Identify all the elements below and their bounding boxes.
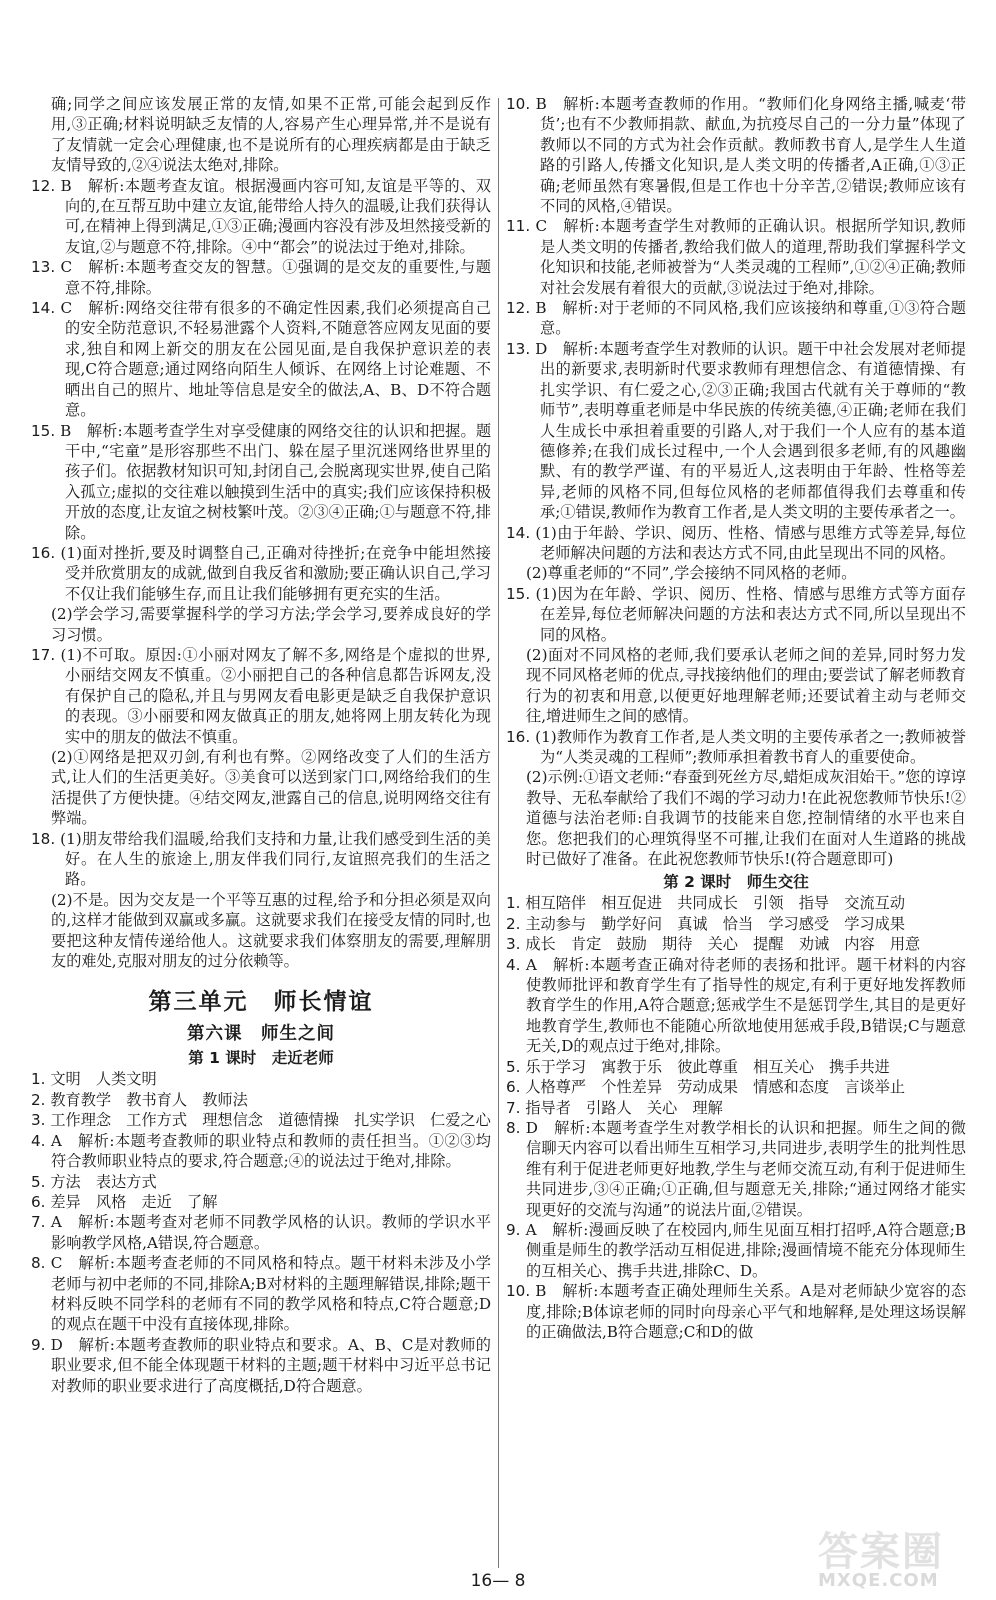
item-number: 7. bbox=[506, 1098, 526, 1117]
answer-item bbox=[506, 1098, 966, 1118]
answer-item bbox=[31, 645, 491, 747]
item-number: 13. bbox=[506, 339, 536, 358]
item-text: 工作理念 工作方式 理想信念 道德情操 扎实学识 仁爱之心 bbox=[50, 1111, 491, 1130]
item-number: 14. bbox=[506, 523, 536, 542]
answer-item bbox=[506, 893, 966, 913]
answer-item bbox=[506, 645, 966, 727]
item-text: B 解析:本题考查教师的作用。“教师们化身网络主播,喊麦‘带货’;也有不少教师捐款、献血,为抗疫尽自己的一分力量”体现了教师以不同的方式为社会作贡献。教师教书育人,是学生人生道路的引路人,传播文化知识,是人类文明的传播者,A正确,①③正确;老师虽然有寒暑假,但是工作也十分辛苦,②错误;教师应该有不同的风格,④错误。 bbox=[535, 95, 967, 216]
item-text: (2)学会学习,需要掌握科学的学习方法;学会学习,要养成良好的学习习惯。 bbox=[51, 605, 491, 644]
item-number: 14. bbox=[31, 299, 61, 318]
item-text: (1)由于年龄、学识、阅历、性格、情感与思维方式等差异,每位老师解决问题的方法和表达方式不同,由此呈现出不同的风格。 bbox=[535, 523, 967, 562]
item-number: 6. bbox=[506, 1078, 526, 1097]
item-number: 16. bbox=[506, 727, 536, 746]
answer-item bbox=[506, 298, 966, 339]
answer-item bbox=[31, 604, 491, 645]
item-text: 人格尊严 个性差异 劳动成果 情感和态度 言谈举止 bbox=[525, 1078, 906, 1097]
answer-item bbox=[506, 216, 966, 298]
item-text: B 解析:本题考查正确处理师生关系。A是对老师缺少宽容的态度,排除;B体谅老师的同时向母亲心平气和地解释,是处理这场误解的正确做法,B符合题意;C和D的做 bbox=[526, 1282, 967, 1341]
answer-item bbox=[31, 1253, 491, 1335]
page-number: 16— 8 bbox=[470, 1571, 526, 1591]
item-text: A 解析:本题考查教师的职业特点和教师的责任担当。①②③均符合教师职业特点的要求,符合题意;④的说法过于绝对,排除。 bbox=[50, 1131, 491, 1171]
answer-item bbox=[506, 563, 966, 583]
item-text: (1)教师作为教育工作者,是人类文明的主要传承者之一;教师被誉为“人类灵魂的工程师”;教师承担着教书育人的重要使命。 bbox=[535, 727, 966, 766]
item-number: 9. bbox=[31, 1335, 51, 1354]
left-column bbox=[31, 94, 491, 1396]
item-text: D 解析:本题考查学生对教师的认识。题干中社会发展对老师提出的新要求,表明新时代要求教师有理想信念、有道德情操、有扎实学识、有仁爱之心,②③正确;我国古代就有关于尊师的“教师节”,表明尊重老师是中华民族的传统美德,④正确;老师在我们人生成长中承担着重要的引路人,对于我们一个人应有的基本道德修养;在我们成长过程中,一个人会遇到很多老师,有的风趣幽默、有的教学严谨、有的平易近人,这表明由于年龄、性格等差异,老师的风格不同,但每位风格的老师都值得我们去尊重和传承;①错误,教师作为教育工作者,是人类文明的主要传承者之一。 bbox=[535, 339, 966, 522]
item-number: 5. bbox=[31, 1172, 51, 1191]
item-text: 方法 表达方式 bbox=[50, 1172, 157, 1191]
item-text: B 解析:对于老师的不同风格,我们应该接纳和尊重,①③符合题意。 bbox=[535, 299, 966, 338]
answer-item bbox=[31, 1335, 491, 1396]
right-column bbox=[506, 94, 966, 1342]
answer-list-period-1 bbox=[31, 1069, 491, 1396]
item-text: C 解析:网络交往带有很多的不确定性因素,我们必须提高自己的安全防范意识,不轻易泄露个人资料,不随意答应网友见面的要求,独自和网上新交的朋友在公园见面,是自我保护意识差的表现,C符合题意;通过网络向陌生人倾诉、在网络上讨论难题、不晒出自己的照片、地址等信息是安全的做法,A、B、D不符合题意。 bbox=[60, 299, 491, 420]
answer-item bbox=[31, 1110, 491, 1130]
item-text: A 解析:本题考查对老师不同教学风格的认识。教师的学识水平影响教学风格,A错误,符合题意。 bbox=[50, 1213, 491, 1252]
answer-item bbox=[506, 1281, 966, 1342]
item-number: 10. bbox=[506, 1282, 536, 1301]
item-text: 确;同学之间应该发展正常的友情,如果不正常,可能会起到反作用,③正确;材料说明缺乏友情的人,容易产生心理异常,并不是说有了友情就一定会心理健康,也不是说所有的心理疾病都是由于缺乏友情导致的,②④说法太绝对,排除。 bbox=[51, 95, 491, 175]
item-text: (1)面对挫折,要及时调整自己,正确对待挫折;在竞争中能坦然接受并欣赏朋友的成就,做到自我反省和激励;要正确认识自己,学习不仅让我们能够生存,而且让我们能够拥有更充实的生活。 bbox=[60, 543, 491, 603]
answer-item bbox=[31, 421, 491, 543]
item-text: (2)面对不同风格的老师,我们要承认老师之间的差异,同时努力发现不同风格老师的优点,寻找接纳他们的理由;要尝试了解老师教育行为的初衷和用意,以便更好地理解老师;还要试着主动与老师交往,增进师生之间的感情。 bbox=[526, 645, 966, 726]
item-number: 3. bbox=[506, 935, 526, 954]
period-1-heading: 第 1 课时 走近老师 bbox=[188, 1049, 334, 1068]
answer-item bbox=[31, 94, 491, 176]
answer-item bbox=[31, 1172, 491, 1192]
item-text: (2)示例:①语文老师:“春蚕到死丝方尽,蜡炬成灰泪始干。”您的谆谆教导、无私奉献给了我们不竭的学习动力!在此祝您教师节快乐!②道德与法治老师:自我调节的技能来自您,控制情绪的水平也来自您。您把我们的心理筑得坚不可摧,让我们在面对人生道路的挑战时已做好了准备。在此祝您教师节快乐!(符合题意即可) bbox=[526, 768, 966, 869]
item-number: 7. bbox=[31, 1213, 51, 1232]
item-text: 主动参与 勤学好问 真诚 恰当 学习感受 学习成果 bbox=[525, 914, 906, 933]
item-text: 教育教学 教书育人 教师法 bbox=[50, 1090, 248, 1109]
answer-item bbox=[31, 890, 491, 972]
item-number: 15. bbox=[31, 421, 61, 440]
item-number: 6. bbox=[31, 1192, 51, 1211]
item-number: 8. bbox=[506, 1118, 526, 1137]
item-number: 1. bbox=[31, 1070, 51, 1089]
item-text: 差异 风格 走近 了解 bbox=[50, 1192, 218, 1211]
answer-item bbox=[31, 298, 491, 420]
item-text: (2)不是。因为交友是一个平等互惠的过程,给予和分担必须是双向的,这样才能做到双赢或多赢。这就要求我们在接受友情的同时,也要把这种友情传递给他人。这就要求我们体察朋友的需要,理解朋友的难处,克服对朋友的过分依赖等。 bbox=[51, 890, 491, 971]
watermark-main: 答案圈 bbox=[818, 1529, 944, 1575]
item-text: 指导者 引路人 关心 理解 bbox=[525, 1098, 723, 1117]
item-text: A 解析:漫画反映了在校园内,师生见面互相打招呼,A符合题意;B侧重是师生的教学活动互相促进,排除;漫画情境不能充分体现师生的互相关心、携手共进,排除C、D。 bbox=[525, 1220, 966, 1280]
item-text: C 解析:本题考查学生对教师的正确认识。根据所学知识,教师是人类文明的传播者,教给我们做人的道理,帮助我们掌握科学文化知识和技能,老师被誉为“人类灵魂的工程师”,①②④正确;教师对社会发展有着很大的贡献,③说法过于绝对,排除。 bbox=[535, 217, 966, 297]
answer-item bbox=[31, 1192, 491, 1212]
item-number: 16. bbox=[31, 543, 61, 562]
answer-item bbox=[31, 829, 491, 890]
item-text: (1)因为在年龄、学识、阅历、性格、情感与思维方式等方面存在差异,每位老师解决问题的方法和表达方式不同,所以呈现出不同的风格。 bbox=[535, 584, 967, 644]
answer-item bbox=[506, 955, 966, 1057]
item-number: 18. bbox=[31, 829, 61, 848]
answer-item bbox=[506, 584, 966, 645]
item-text: 成长 肯定 鼓励 期待 关心 提醒 劝诫 内容 用意 bbox=[525, 935, 921, 954]
item-number: 1. bbox=[506, 894, 526, 913]
answer-item bbox=[31, 1090, 491, 1110]
answer-item bbox=[506, 523, 966, 564]
item-text: (1)朋友带给我们温暖,给我们支持和力量,让我们感受到生活的美好。在人生的旅途上,朋友伴我们同行,友谊照亮我们的生活之路。 bbox=[60, 829, 491, 889]
item-text: A 解析:本题考查正确对待老师的表扬和批评。题干材料的内容使教师批评和教育学生有了指导性的规定,有利于更好地发挥教师教育学生的作用,A符合题意;惩戒学生不是惩罚学生,其目的是更好地教育学生,教师也不能随心所欲地使用惩戒手段,B错误;C与题意无关,D的观点过于绝对,排除。 bbox=[525, 955, 966, 1056]
unit-heading: 第三单元 师长情谊 bbox=[148, 989, 374, 1016]
answer-item bbox=[31, 543, 491, 604]
answer-item bbox=[506, 1057, 966, 1077]
item-text: C 解析:本题考查老师的不同风格和特点。题干材料未涉及小学老师与初中老师的不同,排除A;B对材料的主题理解错误,排除;题干材料反映不同学科的老师有不同的教学风格和特点,C符合题意;D的观点在题干中没有直接体现,排除。 bbox=[50, 1254, 491, 1334]
answer-item bbox=[506, 934, 966, 954]
item-text: 乐于学习 寓教于乐 彼此尊重 相互关心 携手共进 bbox=[525, 1057, 890, 1076]
item-number: 4. bbox=[31, 1131, 51, 1150]
item-text: D 解析:本题考查学生对教学相长的认识和把握。师生之间的微信聊天内容可以看出师生互相学习,共同进步,表明学生的批判性思维有利于促进老师更好地教,学生与老师交流互动,有利于促进师生共同进步,③④正确;①正确,但与题意无关,排除;“通过网络才能实现更好的交流与沟通”的说法片面,②错误。 bbox=[525, 1118, 966, 1219]
answer-list-left bbox=[31, 94, 491, 971]
answer-item bbox=[31, 747, 491, 829]
answer-item bbox=[506, 1220, 966, 1281]
period-2-heading: 第 2 课时 师生交往 bbox=[663, 873, 809, 892]
answer-item bbox=[31, 257, 491, 298]
item-number: 10. bbox=[506, 95, 536, 113]
item-text: B 解析:本题考查学生对享受健康的网络交往的认识和把握。题干中,“宅童”是形容那些不出门、躲在屋子里沉迷网络世界里的孩子们。依据教材知识可知,封闭自己,会脱离现实世界,使自己陷入孤立;虚拟的交往难以触摸到生活中的真实;我们应该保持积极开放的态度,让友谊之树枝繁叶茂。②③④正确;①与题意不符,排除。 bbox=[60, 421, 492, 542]
item-text: (2)尊重老师的“不同”,学会接纳不同风格的老师。 bbox=[526, 564, 857, 583]
answer-item bbox=[506, 94, 966, 216]
item-number: 15. bbox=[506, 584, 536, 603]
item-text: 文明 人类文明 bbox=[50, 1070, 157, 1089]
item-text: (2)①网络是把双刃剑,有利也有弊。②网络改变了人们的生活方式,让人们的生活更美好。③美食可以送到家门口,网络给我们的生活提供了方便快捷。④结交网友,泄露自己的信息,说明网络交往有弊端。 bbox=[51, 748, 491, 828]
answer-item bbox=[31, 1069, 491, 1089]
watermark-url: MXQE.COM bbox=[818, 1570, 939, 1591]
answer-item bbox=[31, 176, 491, 258]
answer-item bbox=[506, 1118, 966, 1220]
item-text: D 解析:本题考查教师的职业特点和要求。A、B、C是对教师的职业要求,但不能全体现题干材料的主题;题干材料中习近平总书记对教师的职业要求进行了高度概括,D符合题意。 bbox=[50, 1335, 491, 1395]
answer-item bbox=[506, 1077, 966, 1097]
item-text: C 解析:本题考查交友的智慧。①强调的是交友的重要性,与题意不符,排除。 bbox=[60, 258, 491, 297]
item-number: 11. bbox=[506, 217, 536, 236]
item-text: 相互陪伴 相互促进 共同成长 引领 指导 交流互动 bbox=[525, 894, 906, 913]
item-number: 5. bbox=[506, 1057, 526, 1076]
column-divider bbox=[498, 98, 499, 1568]
item-number: 8. bbox=[31, 1254, 51, 1273]
item-number: 17. bbox=[31, 645, 61, 664]
item-number: 13. bbox=[31, 258, 61, 277]
item-text: (1)不可取。原因:①小丽对网友了解不多,网络是个虚拟的世界,小丽结交网友不慎重。②小丽把自己的各种信息都告诉网友,没有保护自己的隐私,并且与男网友看电影更是缺乏自我保护意识的表现。③小丽要和网友做真正的朋友,她将网上朋友转化为现实中的朋友的做法不慎重。 bbox=[60, 645, 491, 746]
item-number: 12. bbox=[31, 176, 61, 195]
item-number: 2. bbox=[31, 1090, 51, 1109]
answer-item bbox=[506, 767, 966, 869]
answer-item bbox=[31, 1212, 491, 1253]
answer-item bbox=[506, 727, 966, 768]
item-number: 9. bbox=[506, 1220, 526, 1239]
item-number: 4. bbox=[506, 955, 526, 974]
item-number: 12. bbox=[506, 299, 536, 318]
answer-item bbox=[506, 914, 966, 934]
item-number: 2. bbox=[506, 914, 526, 933]
item-number: 3. bbox=[31, 1111, 51, 1130]
answer-list-period-2 bbox=[506, 893, 966, 1342]
answer-item bbox=[506, 339, 966, 523]
watermark-logo bbox=[818, 1529, 978, 1592]
answer-list-right bbox=[506, 94, 966, 869]
item-text: B 解析:本题考查友谊。根据漫画内容可知,友谊是平等的、双向的,在互帮互助中建立友谊,能带给人持久的温暖,让我们获得认可,在精神上得到满足,①③正确;漫画内容没有涉及坦然接受新的友谊,②与题意不符,排除。④中“都会”的说法过于绝对,排除。 bbox=[60, 176, 491, 256]
answer-item bbox=[31, 1131, 491, 1172]
lesson-heading: 第六课 师生之间 bbox=[187, 1024, 335, 1045]
